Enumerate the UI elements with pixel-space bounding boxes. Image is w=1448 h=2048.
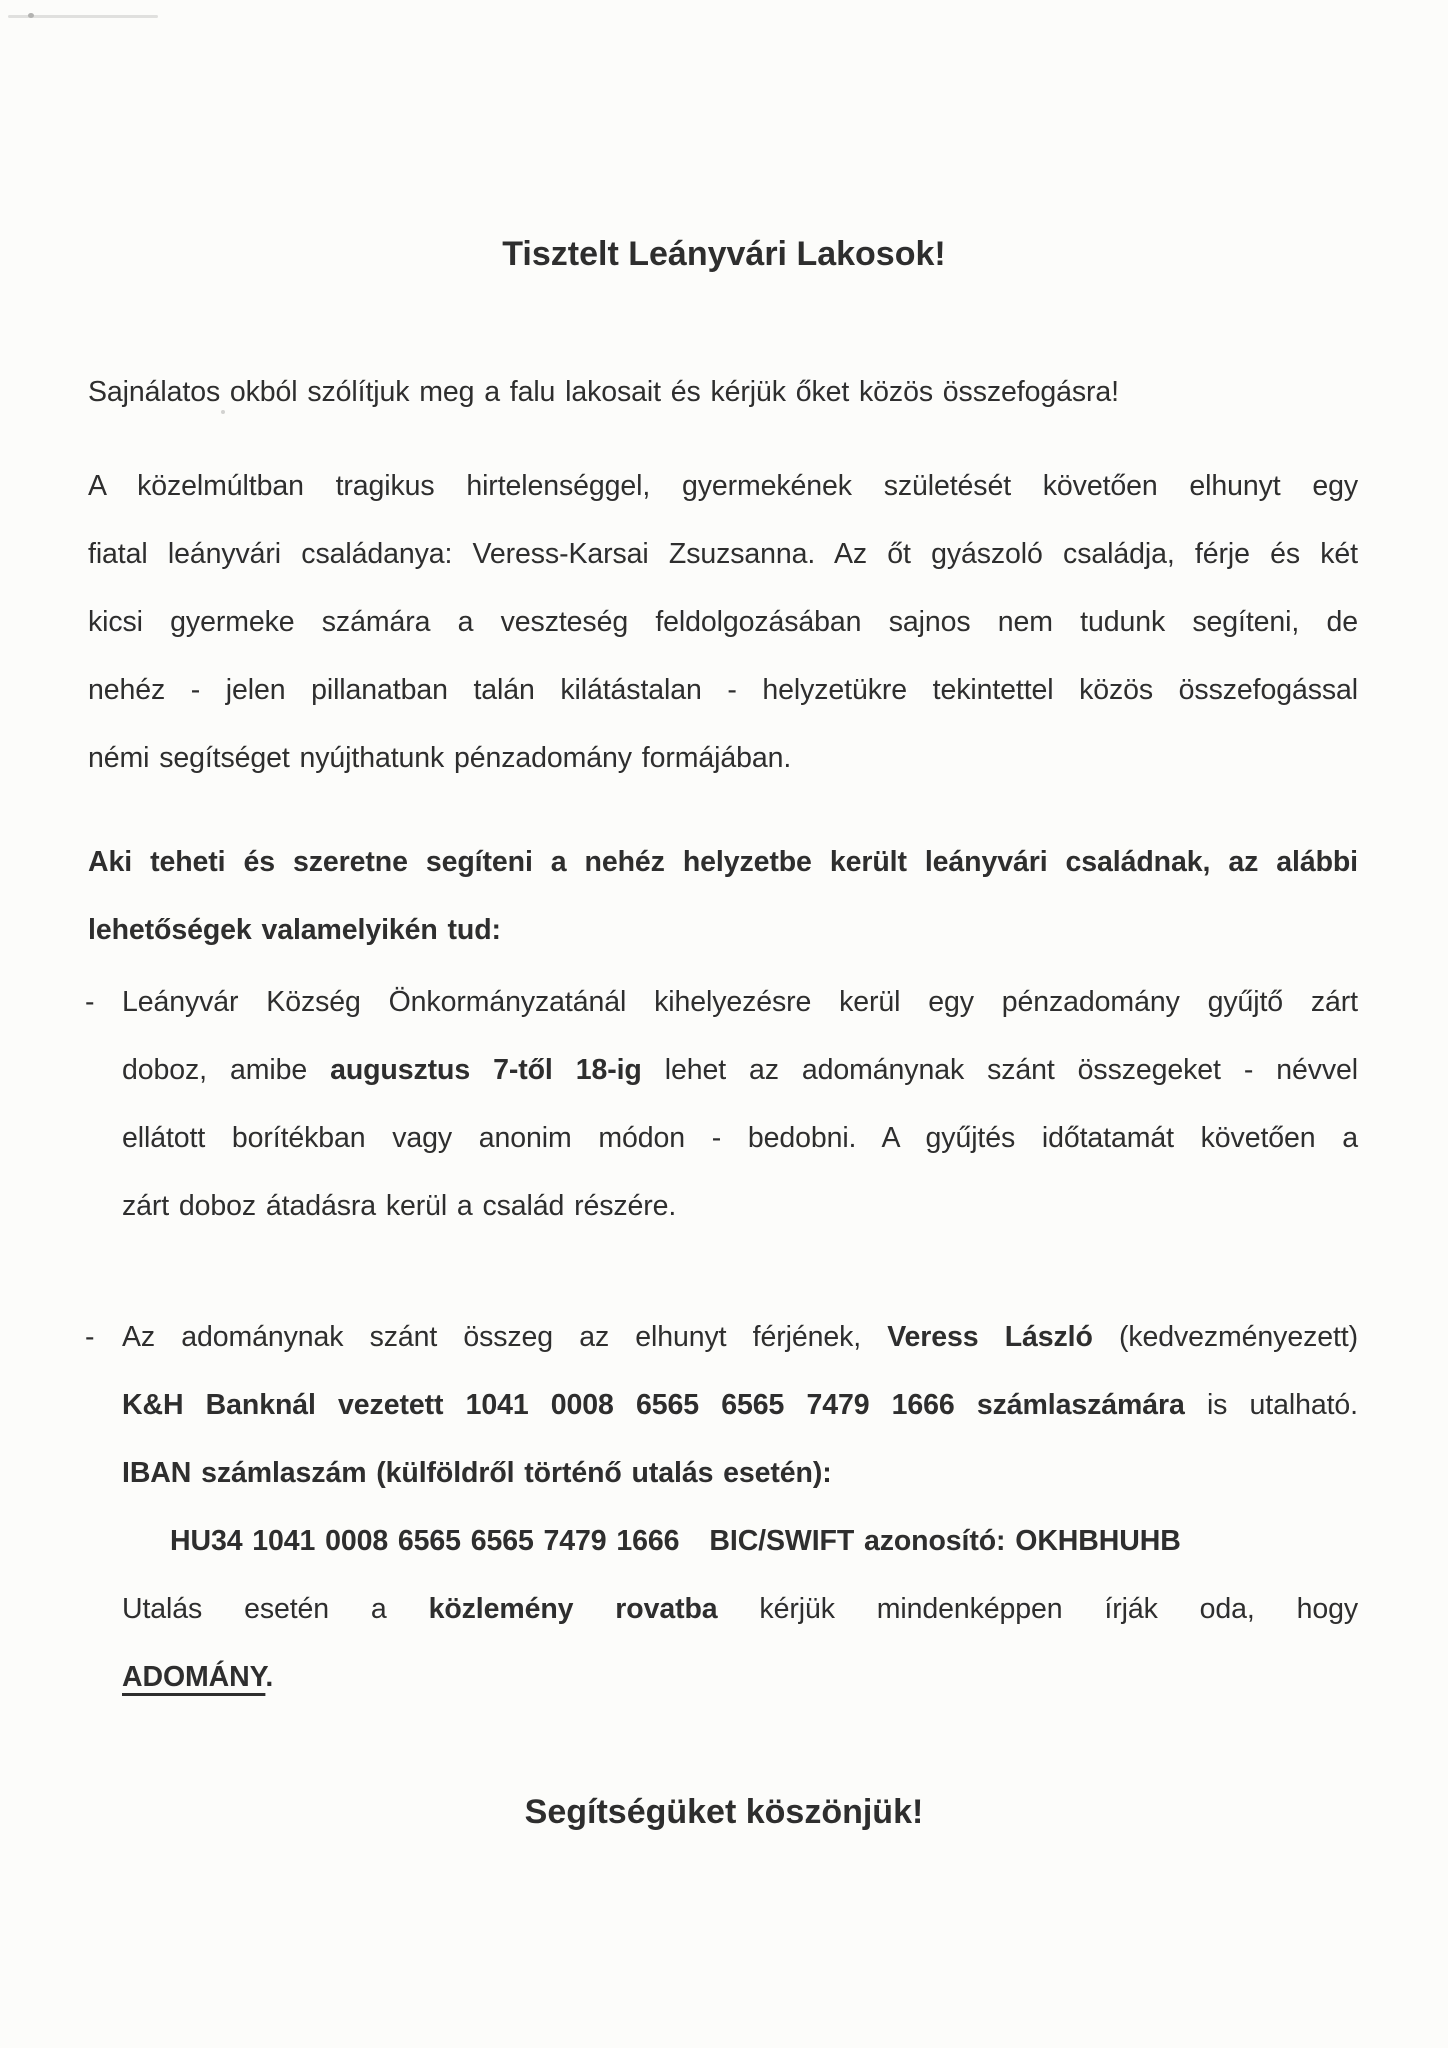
bullet-text: kérjük mindenképpen írják oda, hogy (717, 1593, 1358, 1625)
bullet-text: (kedvezményezett) (1092, 1321, 1359, 1353)
period-after-keyword: . (265, 1661, 274, 1693)
transfer-memo-field-bold: közlemény rovatba (428, 1593, 718, 1625)
paragraph-line: némi segítséget nyújthatunk pénzadomány formájában. (88, 742, 792, 774)
beneficiary-name-bold: Veress László (887, 1321, 1093, 1353)
bic-swift-code: BIC/SWIFT azonosító: OKHBHUHB (709, 1525, 1181, 1557)
bullet-text: Az adománynak szánt összeg az elhunyt férjének, (122, 1321, 888, 1353)
bullet-text: is utalható. (1184, 1389, 1358, 1421)
bullet-line: Leányvár Község Önkormányzatánál kihelyezésre kerül egy pénzadomány gyűjtő zárt (122, 986, 1358, 1018)
donation-keyword-underlined: ADOMÁNY (122, 1661, 266, 1693)
donation-period-bold: augusztus 7-től 18-ig (330, 1054, 642, 1086)
bullet-line (122, 1371, 1358, 1439)
bullet-text: lehet az adománynak szánt összegeket - névvel (641, 1054, 1358, 1086)
bullet-line: ellátott borítékban vagy anonim módon - bedobni. A gyűjtés időtatamát követően a (122, 1122, 1358, 1154)
iban-line (122, 1507, 1358, 1575)
call-to-action-line: lehetőségek valamelyikén tud: (88, 914, 501, 946)
bullet-text: doboz, amibe (122, 1054, 331, 1086)
document-title: Tisztelt Leányvári Lakosok! (502, 235, 946, 273)
call-to-action-line: Aki teheti és szeretne segíteni a nehéz helyzetbe került leányvári családnak, az alábbi (88, 846, 1358, 878)
intro-line: Sajnálatos okból szólítjuk meg a falu lakosait és kérjük őket közös összefogásra! (88, 376, 1119, 408)
bullet-text: Utalás esetén a (122, 1593, 429, 1625)
bullet-line (122, 1303, 1358, 1371)
bullet-dash: - (85, 986, 95, 1018)
paragraph-line: nehéz - jelen pillanatban talán kilátástalan - helyzetükre tekintettel közös összefogással (88, 674, 1358, 706)
bullet-line: zárt doboz átadásra kerül a család részére. (122, 1190, 677, 1222)
donation-keyword-line (122, 1643, 1358, 1711)
bullet-line (122, 1575, 1358, 1643)
bullet-dash: - (85, 1321, 95, 1353)
paragraph-line: A közelmúltban tragikus hirtelenséggel, gyermekének születését követően elhunyt egy (88, 470, 1358, 502)
bullet-item-donation-box (85, 968, 1358, 1240)
intro-paragraph (88, 358, 1358, 426)
iban-label-line: IBAN számlaszám (külföldről történő utalás esetén): (122, 1457, 832, 1489)
bank-account-number-bold: K&H Banknál vezetett 1041 0008 6565 6565 7479 1666 számlaszámára (122, 1389, 1185, 1421)
iban-number: HU34 1041 0008 6565 6565 7479 1666 (170, 1525, 680, 1557)
call-to-action-paragraph (88, 828, 1358, 964)
bullet-line (122, 1036, 1358, 1104)
scan-artifact-dot (28, 13, 34, 18)
paragraph-line: fiatal leányvári családanya: Veress-Karsai Zsuzsanna. Az őt gyászoló családja, férje és két (88, 538, 1358, 570)
body-paragraph (88, 452, 1358, 792)
closing-thanks: Segítségüket köszönjük! (524, 1793, 924, 1831)
paragraph-line: kicsi gyermeke számára a veszteség feldolgozásában sajnos nem tudunk segíteni, de (88, 606, 1358, 638)
bullet-item-bank-transfer (85, 1303, 1359, 1711)
